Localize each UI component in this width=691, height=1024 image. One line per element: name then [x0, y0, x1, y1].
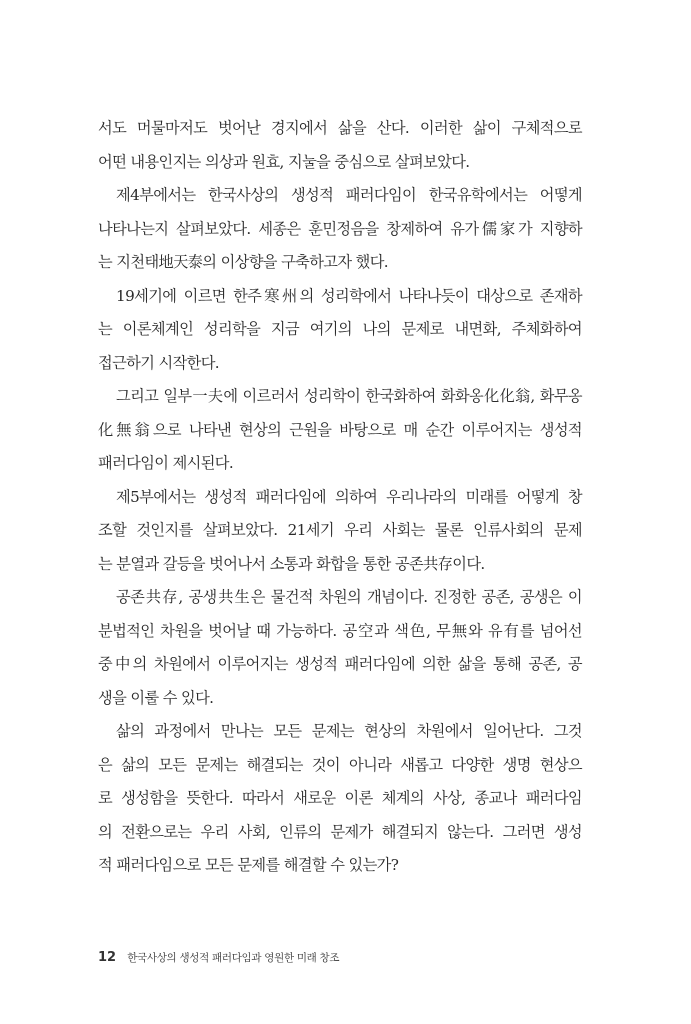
text-line: 분법적인 차원을 벗어날 때 가능하다. 공空과 색色, 무無와 유有를 넘어선	[98, 621, 582, 640]
text-line: 접근하기 시작한다.	[98, 353, 220, 372]
text-line: 조할 것인지를 살펴보았다. 21세기 우리 사회는 물론 인류사회의 문제	[98, 521, 582, 539]
page-footer	[98, 946, 339, 965]
text-line: 化無翁으로 나타낸 현상의 근원을 바탕으로 매 순간 이루어지는 생성적	[98, 420, 582, 439]
text-line: 그리고 일부一夫에 이르러서 성리학이 한국화하여 화화옹化化翁, 화무옹	[116, 387, 582, 405]
text-line: 제4부에서는 한국사상의 생성적 패러다임이 한국유학에서는 어떻게	[116, 186, 582, 204]
text-line: 19세기에 이르면 한주寒州의 성리학에서 나타나듯이 대상으로 존재하	[116, 286, 582, 305]
text-line: 는 지천태地天泰의 이상향을 구축하고자 했다.	[98, 253, 389, 271]
text-line: 서도 머물마저도 벗어난 경지에서 삶을 산다. 이러한 삶이 구체적으로	[98, 119, 582, 137]
running-title: 한국사상의 생성적 패러다임과 영원한 미래 창조	[127, 952, 340, 964]
text-line: 패러다임이 제시된다.	[98, 454, 234, 472]
text-line: 로 생성함을 뜻한다. 따라서 새로운 이론 체계의 사상, 종교나 패러다임	[98, 789, 582, 807]
text-line: 는 이론체계인 성리학을 지금 여기의 나의 문제로 내면화, 주체화하여	[98, 320, 582, 338]
text-line: 은 삶의 모든 문제는 해결되는 것이 아니라 새롭고 다양한 생명 현상으	[98, 755, 582, 774]
text-line: 적 패러다임으로 모든 문제를 해결할 수 있는가?	[98, 856, 399, 874]
text-line: 는 분열과 갈등을 벗어나서 소통과 화합을 통한 공존共存이다.	[98, 554, 485, 573]
text-line: 나타나는지 살펴보았다. 세종은 훈민정음을 창제하여 유가儒家가 지향하	[98, 219, 582, 238]
text-line: 의 전환으로는 우리 사회, 인류의 문제가 해결되지 않는다. 그러면 생성	[98, 822, 582, 841]
page-number: 12	[98, 950, 117, 965]
text-line: 삶의 과정에서 만나는 모든 문제는 현상의 차원에서 일어난다. 그것	[116, 722, 582, 740]
text-line: 제5부에서는 생성적 패러다임에 의하여 우리나라의 미래를 어떻게 창	[116, 487, 582, 506]
body-text	[98, 112, 582, 883]
text-line: 생을 이룰 수 있다.	[98, 688, 214, 707]
text-line: 공존共存, 공생共生은 물건적 차원의 개념이다. 진정한 공존, 공생은 이	[116, 588, 582, 606]
text-line: 어떤 내용인지는 의상과 원효, 지눌을 중심으로 살펴보았다.	[98, 152, 470, 171]
text-line: 중中의 차원에서 이루어지는 생성적 패러다임에 의한 삶을 통해 공존, 공	[98, 655, 582, 673]
